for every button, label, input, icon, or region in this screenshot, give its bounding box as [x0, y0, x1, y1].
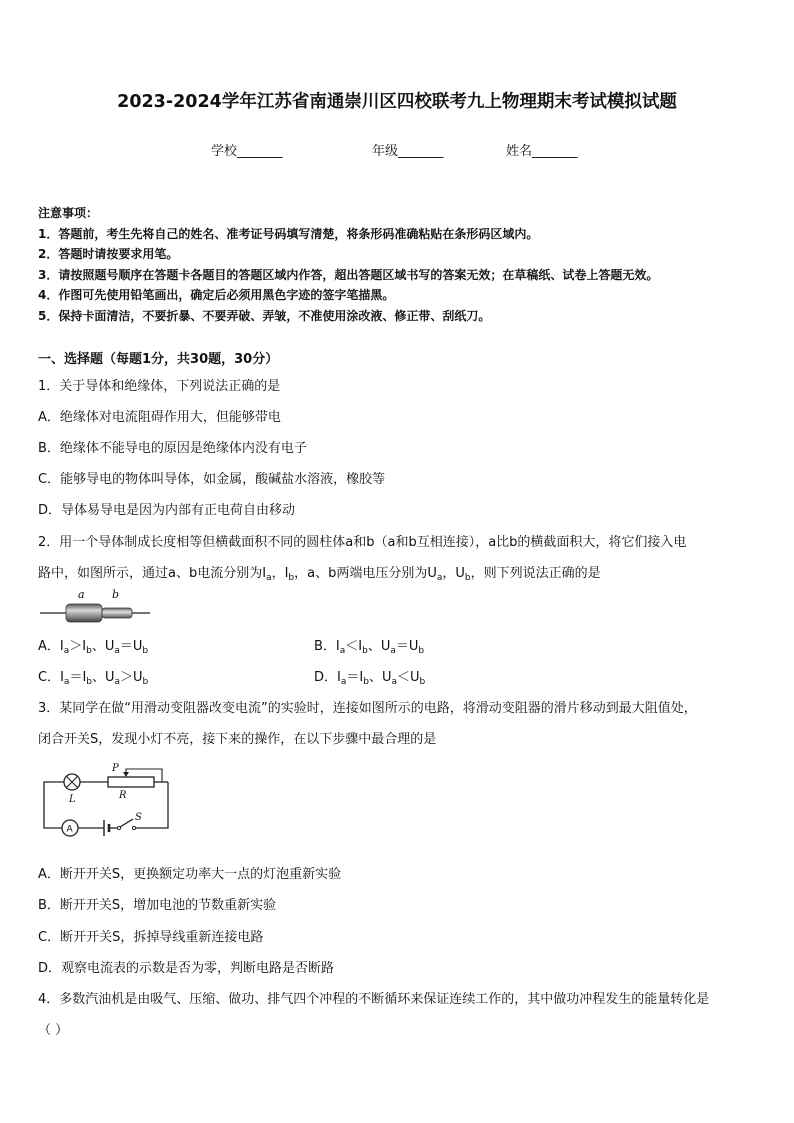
- section-heading: 一、选择题（每题1分，共30题，30分）: [38, 352, 279, 367]
- q2-option-d: D．$I_a=I_b$、$U_a<U_b$: [314, 670, 426, 687]
- rheostat-icon: [108, 777, 154, 787]
- label-b: b: [112, 588, 120, 601]
- q1-option-d: D．导体易导电是因为内部有正电荷自由移动: [38, 503, 296, 518]
- note-item: 2．答题时请按要求用笔。: [38, 247, 179, 261]
- label-a: a: [78, 588, 85, 601]
- q1-option-c: C．能够导电的物体叫导体，如金属，酸碱盐水溶液，橡胶等: [38, 472, 386, 487]
- note-item: 3．请按照题号顺序在答题卡各题目的答题区域内作答，超出答题区域书写的答案无效；在草稿纸、试卷上答题无效。: [38, 267, 659, 282]
- note-item: 5．保持卡面清洁，不要折暴、不要弄破、弄皱，不准使用涂改液、修正带、刮纸刀。: [38, 308, 491, 323]
- label-s: S: [135, 812, 142, 823]
- q2-stem-line2: 路中，如图所示，通过a、b电流分别为$I_a$，$I_b$，a、b两端电压分别为$U_a$，$U_b$，则下列说法正确的是: [38, 566, 601, 583]
- slider-arrow-icon: [123, 772, 129, 777]
- q4-stem-line1: 4．多数汽油机是由吸气、压缩、做功、排气四个冲程的不断循环来保证连续工作的，其中做功冲程发生的能量转化是: [38, 992, 710, 1007]
- circuit-diagram: [38, 760, 178, 842]
- q3-option-d: D．观察电流表的示数是否为零，判断电路是否断路: [38, 961, 335, 976]
- q2-stem-line1: 2．用一个导体制成长度相等但横截面积不同的圆柱体a和b（a和b互相连接），a比b的横截面积大，将它们接入电: [38, 535, 687, 550]
- note-item: 1．答题前，考生先将自己的姓名、准考证号码填写清楚，将条形码准确粘贴在条形码区域内。: [38, 226, 539, 241]
- q2-option-c: C．$I_a=I_b$、$U_a>U_b$: [38, 670, 149, 687]
- note-item: 4．作图可先使用铅笔画出，确定后必须用黑色字迹的签字笔描黑。: [38, 288, 395, 302]
- q3-stem-line1: 3．某同学在做“用滑动变阻器改变电流”的实验时，连接如图所示的电路，将滑动变阻器的滑片移动到最大阻值处，: [38, 701, 697, 716]
- q4-stem-line2: （ ）: [38, 1023, 69, 1038]
- q1-stem: 1．关于导体和绝缘体，下列说法正确的是: [38, 379, 281, 394]
- grade-field: 年级_______: [372, 144, 444, 159]
- label-p: P: [112, 763, 119, 774]
- school-field: 学校_______: [211, 144, 283, 159]
- notes-block: [38, 203, 658, 326]
- q3-option-a: A．断开开关S，更换额定功率大一点的灯泡重新实验: [38, 867, 342, 882]
- label-r: R: [119, 790, 127, 801]
- name-field: 姓名_______: [506, 144, 578, 159]
- q3-option-b: B．断开开关S，增加电池的节数重新实验: [38, 898, 277, 913]
- q1-option-b: B．绝缘体不能导电的原因是绝缘体内没有电子: [38, 441, 307, 456]
- q3-stem-line2: 闭合开关S，发现小灯不亮，接下来的操作，在以下步骤中最合理的是: [38, 732, 437, 747]
- q3-option-c: C．断开开关S，拆掉导线重新连接电路: [38, 930, 264, 945]
- conductor-figure: [38, 586, 158, 626]
- page-title: 2023-2024学年江苏省南通崇川区四校联考九上物理期末考试模拟试题: [117, 92, 677, 112]
- notes-heading: 注意事项：: [38, 206, 99, 220]
- q2-option-b: B．$I_a<I_b$、$U_a=U_b$: [314, 639, 425, 656]
- q2-option-a: A．$I_a>I_b$、$U_a=U_b$: [38, 639, 149, 656]
- q1-option-a: A．绝缘体对电流阻碍作用大，但能够带电: [38, 410, 281, 425]
- ammeter-label: A: [66, 824, 73, 835]
- label-l: L: [69, 794, 76, 805]
- switch-icon: [120, 819, 133, 827]
